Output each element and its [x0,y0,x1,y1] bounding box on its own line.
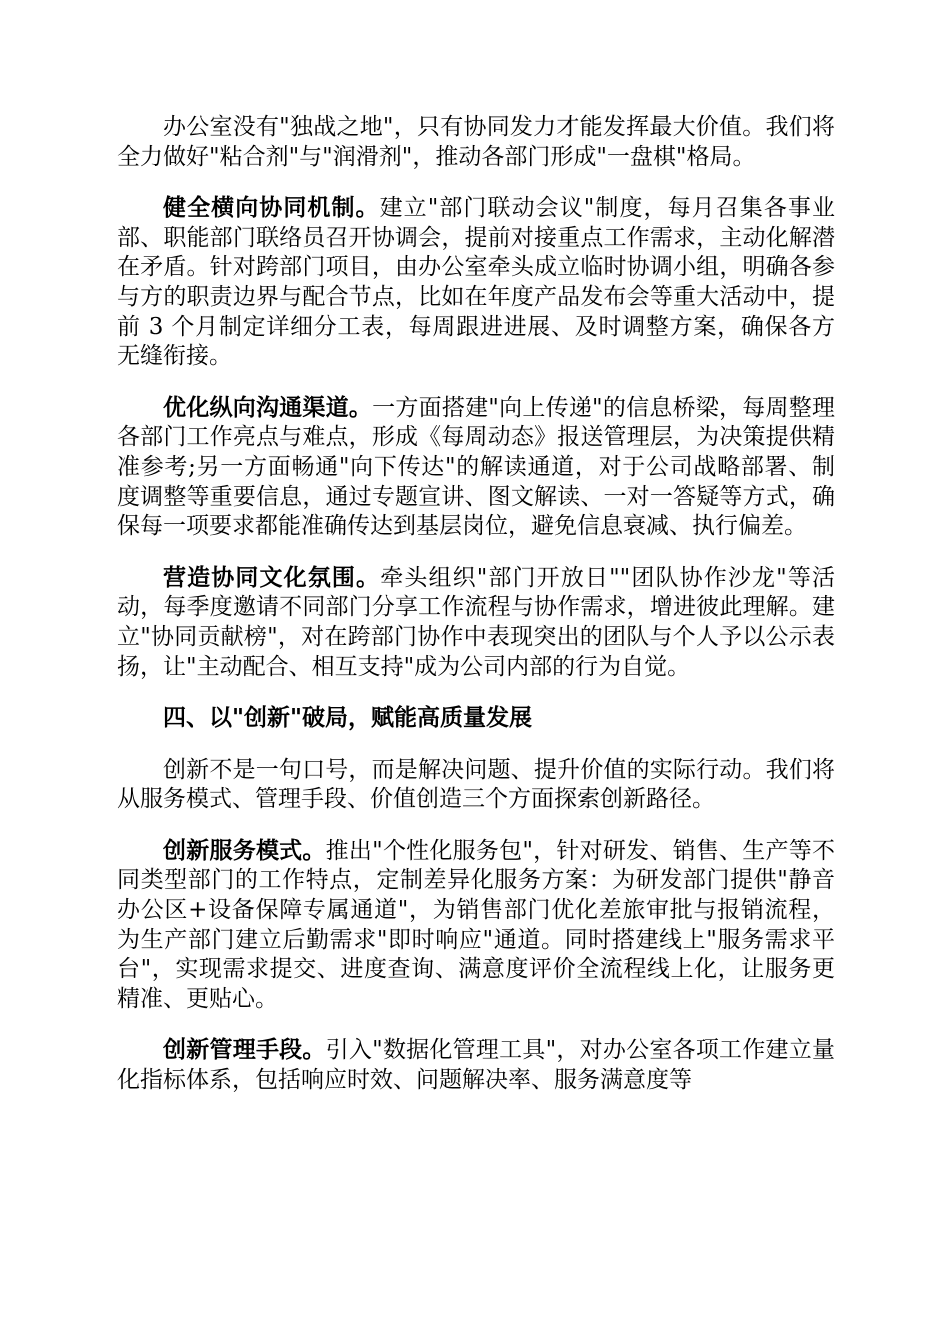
paragraph-text: 办公室没有"独战之地"，只有协同发力才能发挥最大价值。我们将全力做好"粘合剂"与"润滑剂"，推动各部门形成"一盘棋"格局。 [117,114,835,170]
paragraph-lead: 创新服务模式。 [163,837,326,864]
paragraph-intro [117,113,835,172]
paragraph-horizontal-coordination [117,194,835,372]
paragraph-text: 创新不是一句口号，而是解决问题、提升价值的实际行动。我们将从服务模式、管理手段、价值创造三个方面探索创新路径。 [117,756,835,813]
document-page [117,113,835,1118]
paragraph-lead: 营造协同文化氛围。 [163,564,381,591]
paragraph-text: 推出"个性化服务包"，针对研发、销售、生产等不同类型部门的工作特点，定制差异化服务方案：为研发部门提供"静音办公区+设备保障专属通道"，为销售部门优化差旅审批与报销流程，为生产部门建立后勤需求"即时响应"通道。同时搭建线上"服务需求平台"，实现需求提交、进度查询、满意度评价全流程线上化，让服务更精准、更贴心。 [117,837,835,1012]
section-heading: 四、以"创新"破局，赋能高质量发展 [163,705,532,732]
paragraph-service-model [117,837,835,1015]
paragraph-text: 建立"部门联动会议"制度，每月召集各事业部、职能部门联络员召开协调会，提前对接重点工作需求，主动化解潜在矛盾。针对跨部门项目，由办公室牵头成立临时协调小组，明确各参与方的职责边界与配合节点，比如在年度产品发布会等重大活动中，提前 3 个月制定详细分工表，每周跟进进展、及时调整方案，确保各方无缝衔接。 [117,195,835,370]
paragraph-management-means [117,1036,835,1095]
paragraph-text: 一方面搭建"向上传递"的信息桥梁，每周整理各部门工作亮点与难点，形成《每周动态》报送管理层，为决策提供精准参考;另一方面畅通"向下传达"的解读通道，对于公司战略部署、制度调整等重要信息，通过专题宣讲、图文解读、一对一答疑等方式，确保每一项要求都能准确传达到基层岗位，避免信息衰减、执行偏差。 [117,394,835,540]
paragraph-lead: 优化纵向沟通渠道。 [163,394,373,421]
paragraph-coordination-culture [117,564,835,682]
paragraph-lead: 健全横向协同机制。 [163,195,380,222]
paragraph-text: 引入"数据化管理工具"，对办公室各项工作建立量化指标体系，包括响应时效、问题解决率、服务满意度等 [117,1037,835,1094]
paragraph-lead: 创新管理手段。 [163,1037,326,1064]
paragraph-vertical-communication [117,394,835,542]
paragraph-innovation-intro [117,756,835,815]
paragraph-text: 牵头组织"部门开放日""团队协作沙龙"等活动，每季度邀请不同部门分享工作流程与协作需求，增进彼此理解。建立"协同贡献榜"，对在跨部门协作中表现突出的团队与个人予以公示表扬，让"主动配合、相互支持"成为公司内部的行为自觉。 [117,564,835,680]
